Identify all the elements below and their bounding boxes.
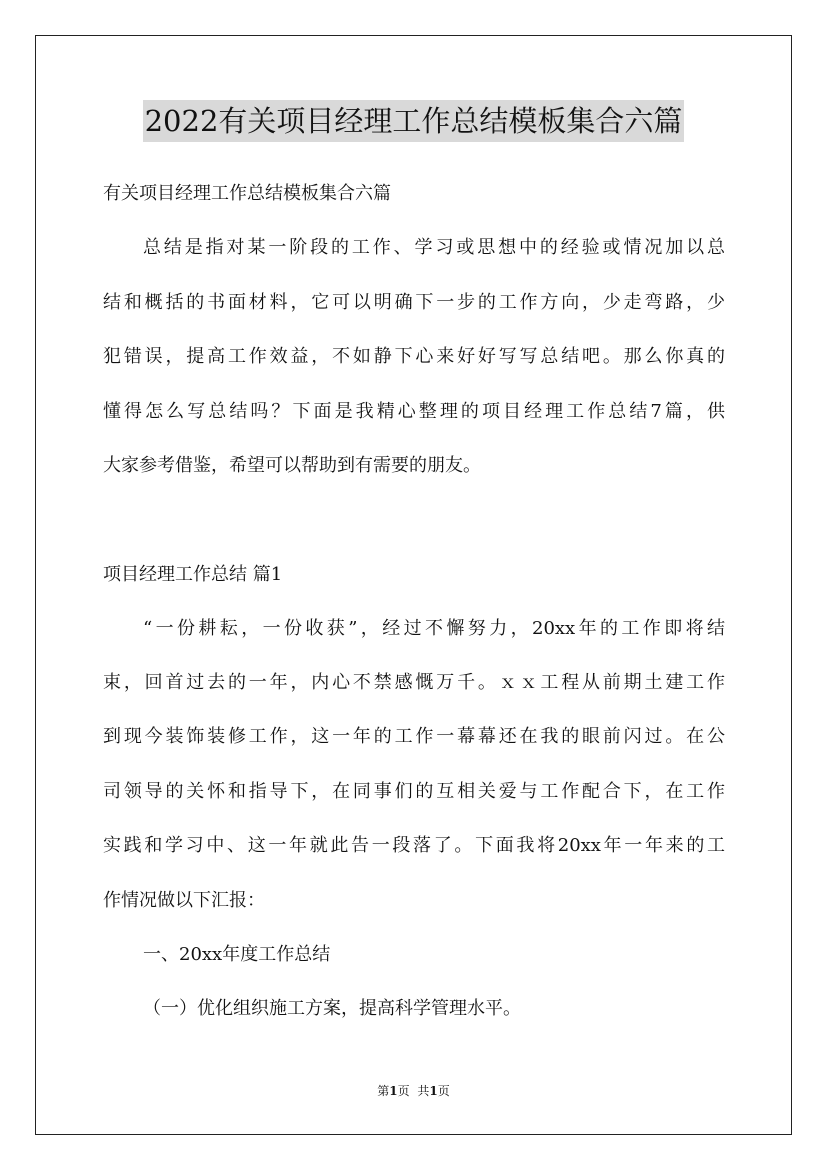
intro-line-1: 总结是指对某一阶段的工作、学习或思想中的经验或情况加以总 — [143, 237, 725, 258]
intro-line-4: 懂得怎么写总结吗？下面是我精心整理的项目经理工作总结7篇，供 — [103, 401, 725, 422]
body-line-4: 司领导的关怀和指导下，在同事们的互相关爱与工作配合下，在工作 — [103, 781, 725, 802]
intro-line-2: 结和概括的书面材料，它可以明确下一步的工作方向，少走弯路，少 — [103, 292, 725, 313]
total-label-prefix: 共 — [417, 1084, 430, 1098]
outline-heading-1: 一、20xx年度工作总结 — [143, 944, 331, 965]
section-heading: 项目经理工作总结 篇1 — [103, 564, 283, 585]
intro-line-5: 大家参考借鉴，希望可以帮助到有需要的朋友。 — [103, 455, 481, 476]
page-label-prefix: 第 — [377, 1084, 390, 1098]
body-line-1: “一份耕耘，一份收获”，经过不懈努力，20xx年的工作即将结 — [143, 618, 725, 639]
body-line-3: 到现今装饰装修工作，这一年的工作一幕幕还在我的眼前闪过。在公 — [103, 726, 725, 747]
page-number: 1 — [389, 1084, 398, 1098]
subtitle: 有关项目经理工作总结模板集合六篇 — [103, 183, 391, 204]
title-block — [0, 100, 827, 142]
total-label-suffix: 页 — [437, 1084, 450, 1098]
outline-heading-2: （一）优化组织施工方案，提高科学管理水平。 — [143, 998, 521, 1019]
total-pages: 1 — [429, 1084, 438, 1098]
body-line-2: 束，回首过去的一年，内心不禁感慨万千。ｘｘ工程从前期土建工作 — [103, 672, 725, 693]
page-label-suffix: 页 — [397, 1084, 410, 1098]
page-footer — [0, 1083, 827, 1099]
document-title: 2022有关项目经理工作总结模板集合六篇 — [143, 100, 685, 142]
body-line-6: 作情况做以下汇报： — [103, 890, 265, 911]
intro-line-3: 犯错误，提高工作效益，不如静下心来好好写写总结吧。那么你真的 — [103, 346, 725, 367]
body-line-5: 实践和学习中、这一年就此告一段落了。下面我将20xx年一年来的工 — [103, 835, 725, 856]
